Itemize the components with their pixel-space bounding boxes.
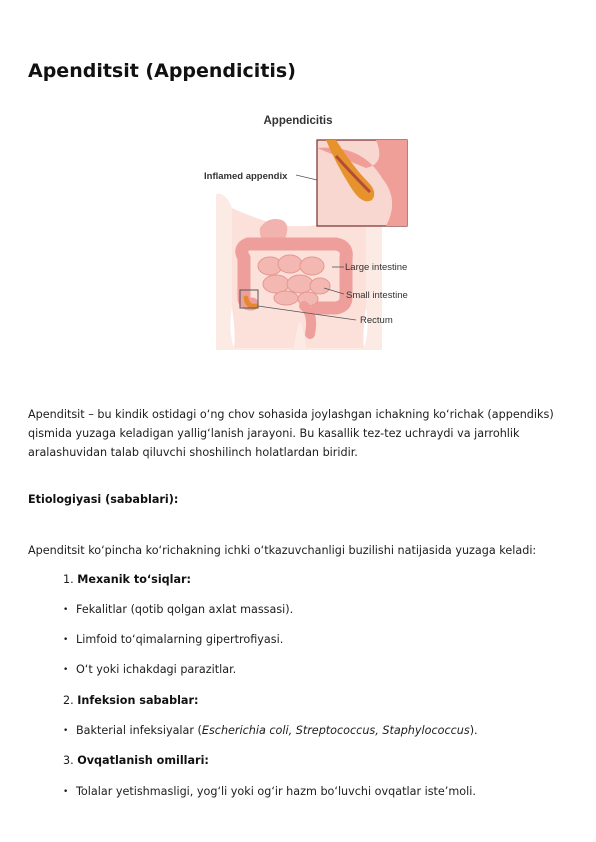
list-label: Infeksion sabablar:	[77, 694, 199, 707]
list-number: 3.	[63, 754, 74, 767]
bacteria-names: Escherichia coli, Streptococcus, Staphylococcus	[201, 724, 470, 737]
list-item-nutrition	[63, 753, 209, 769]
page-title: Apenditsit (Appendicitis)	[28, 60, 296, 82]
bullet-item	[63, 632, 283, 648]
bullet-icon: •	[63, 726, 69, 736]
bullet-text-suffix: ).	[469, 724, 478, 737]
bullet-text: O‘t yoki ichakdagi parazitlar.	[76, 663, 237, 676]
list-number: 2.	[63, 694, 74, 707]
list-item-infection	[63, 693, 198, 709]
label-large-intestine: Large intestine	[345, 262, 408, 273]
etiology-lead: Apenditsit ko‘pincha ko‘richakning ichki o‘tkazuvchanligi buzilishi natijasida yuzaga keladi:	[28, 544, 537, 557]
bullet-item	[63, 723, 478, 739]
bullet-item	[63, 662, 236, 678]
label-small-intestine: Small intestine	[346, 290, 408, 301]
list-label: Mexanik to‘siqlar:	[77, 573, 192, 586]
bullet-icon: •	[63, 787, 69, 797]
bullet-icon: •	[63, 665, 69, 675]
list-item-mechanical	[63, 572, 191, 588]
appendicitis-illustration	[186, 108, 418, 350]
list-number: 1.	[63, 573, 74, 586]
bullet-text: Tolalar yetishmasligi, yog‘li yoki og‘ir hazm bo‘luvchi ovqatlar iste’moli.	[76, 785, 476, 798]
appendicitis-figure	[186, 108, 418, 350]
bullet-text-prefix: Bakterial infeksiyalar (	[76, 724, 202, 737]
leader-inflamed	[296, 175, 317, 180]
bullet-item	[63, 784, 476, 800]
bullet-item	[63, 602, 293, 618]
bullet-text: Fekalitlar (qotib qolgan axlat massasi).	[76, 603, 294, 616]
bullet-text: Limfoid to‘qimalarning gipertrofiyasi.	[76, 633, 284, 646]
etiology-heading: Etiologiyasi (sabablari):	[28, 493, 179, 506]
figure-title: Appendicitis	[263, 115, 333, 127]
label-inflamed-appendix: Inflamed appendix	[204, 171, 288, 182]
list-label: Ovqatlanish omillari:	[77, 754, 209, 767]
bullet-icon: •	[63, 605, 69, 615]
intro-paragraph: Apenditsit – bu kindik ostidagi o‘ng chov sohasida joylashgan ichakning ko‘richak (appendiks) qismida yuzaga keladigan yallig‘lanish jarayoni. Bu kasallik tez-tez uchraydi va jarrohlik aralashuvidan talab qiluvchi shoshilinch holatlardan biridir.	[28, 408, 554, 459]
bullet-icon: •	[63, 635, 69, 645]
label-rectum: Rectum	[360, 315, 393, 326]
